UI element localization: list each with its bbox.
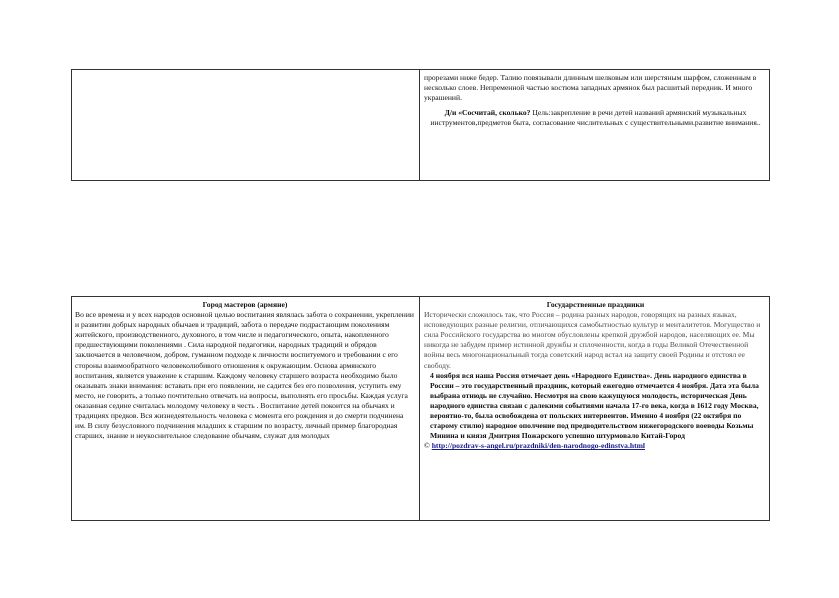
game-paragraph xyxy=(424,108,767,128)
source-link[interactable]: http://pozdrav-s-angel.ru/prazdniki/den-narodnogo-edinstva.html xyxy=(431,441,646,451)
friendship-paragraph: Исторически сложилось так, что Россия – родина разных народов, говорящих на разных языках, исповедующих разные религии, отличающихся самобытностью культур и менталитетов. Могущество и сила Российского государства во многом обусловлены крепкой дружбой народов, населяющих ее. Мы никогда не забудем пример истинной дружбы и сплоченности, когда в годы Великой Отечественной войны весь многонациональный тогда советский народ встал на защиту своей Родины и отстоял ее свободу. xyxy=(424,310,761,370)
holidays-heading: Государственные праздники xyxy=(546,300,645,309)
costume-paragraph: прорезами ниже бедер. Талию повязывали длинным шелковым или шерстяным шарфом, сложенным в несколько слоев. Непременной частью костюма западных армянок был расшитый передник. И много украшений. xyxy=(424,73,757,103)
holidays-cell xyxy=(420,297,770,521)
game-text: Цель:закрепление в речи детей названий армянский музыкальных инструментов,предметов быта, согласование числительных с существительными.развитие внимания.. xyxy=(430,108,761,128)
top-left-cell xyxy=(72,70,420,181)
masters-city-heading: Город мастеров (армяне) xyxy=(202,300,288,309)
bottom-table xyxy=(71,296,770,521)
unity-day-paragraph: 4 ноября вся наша Россия отмечает день «Народного Единства». День народного единства в России – это государственный праздник, который ежегодно отмечается 4 ноября. Дата эта была выбрана отнюдь не случайно. Несмотря на свою кажущуюся молодость, историческая День народного единства связан с далекими событиями начала 17-го века, когда в 1612 году Москва, вероятно-то, была освобождена от польских интервентов. Именно 4 ноября (22 октября по старому стилю) народное ополчение под предводительством нижегородского воеводы Козьмы Минина и князя Дмитрия Пожарского успешно штурмовало Китай-Город xyxy=(430,370,759,441)
game-title: Д/и «Сосчитай, сколько? xyxy=(444,108,531,118)
top-right-cell xyxy=(420,70,770,181)
masters-city-cell xyxy=(72,297,420,521)
copyright-symbol: © xyxy=(424,441,430,451)
top-table xyxy=(71,69,770,181)
source-line xyxy=(424,441,767,451)
masters-city-body: Во все времена и у всех народов основной целью воспитания являлась забота о сохранении, укреплении и развитии добрых народных обычаев и традиций, забота о передаче подрастающим поколениям житейского, производственного, духовного, в том числе и педагогического, опыта, накопленного предшествующими поколениями . Сила народной педагогики, народных традиций и обрядов заключается в человечном, добром, гуманном подходе к личности воспитуемого и требовании с его стороны взаимообратного человеколюбивого отношения к окружающим. Основа армянского воспитания, является уважение к старшим. Каждому человеку старшего возраста необходимо было оказывать знаки внимания: вставать при его появлении, не садится без его позволения, уступить ему место, не говорить, а только почтительно отвечать на вопросы, выполнять его просьбы. Каждая услуга оказанная седине считалась молодому человеку в честь . Воспитание детей покоится на обычаях и традициях предков. Вся жизнедеятельность человека с момента его рождения и до смерти подчинена им. В силу безусловного подчинения младших к старшим по возрасту, личный пример благородная старших, знание и неукоснительное следование обычаям, служат для молодых xyxy=(75,310,414,441)
